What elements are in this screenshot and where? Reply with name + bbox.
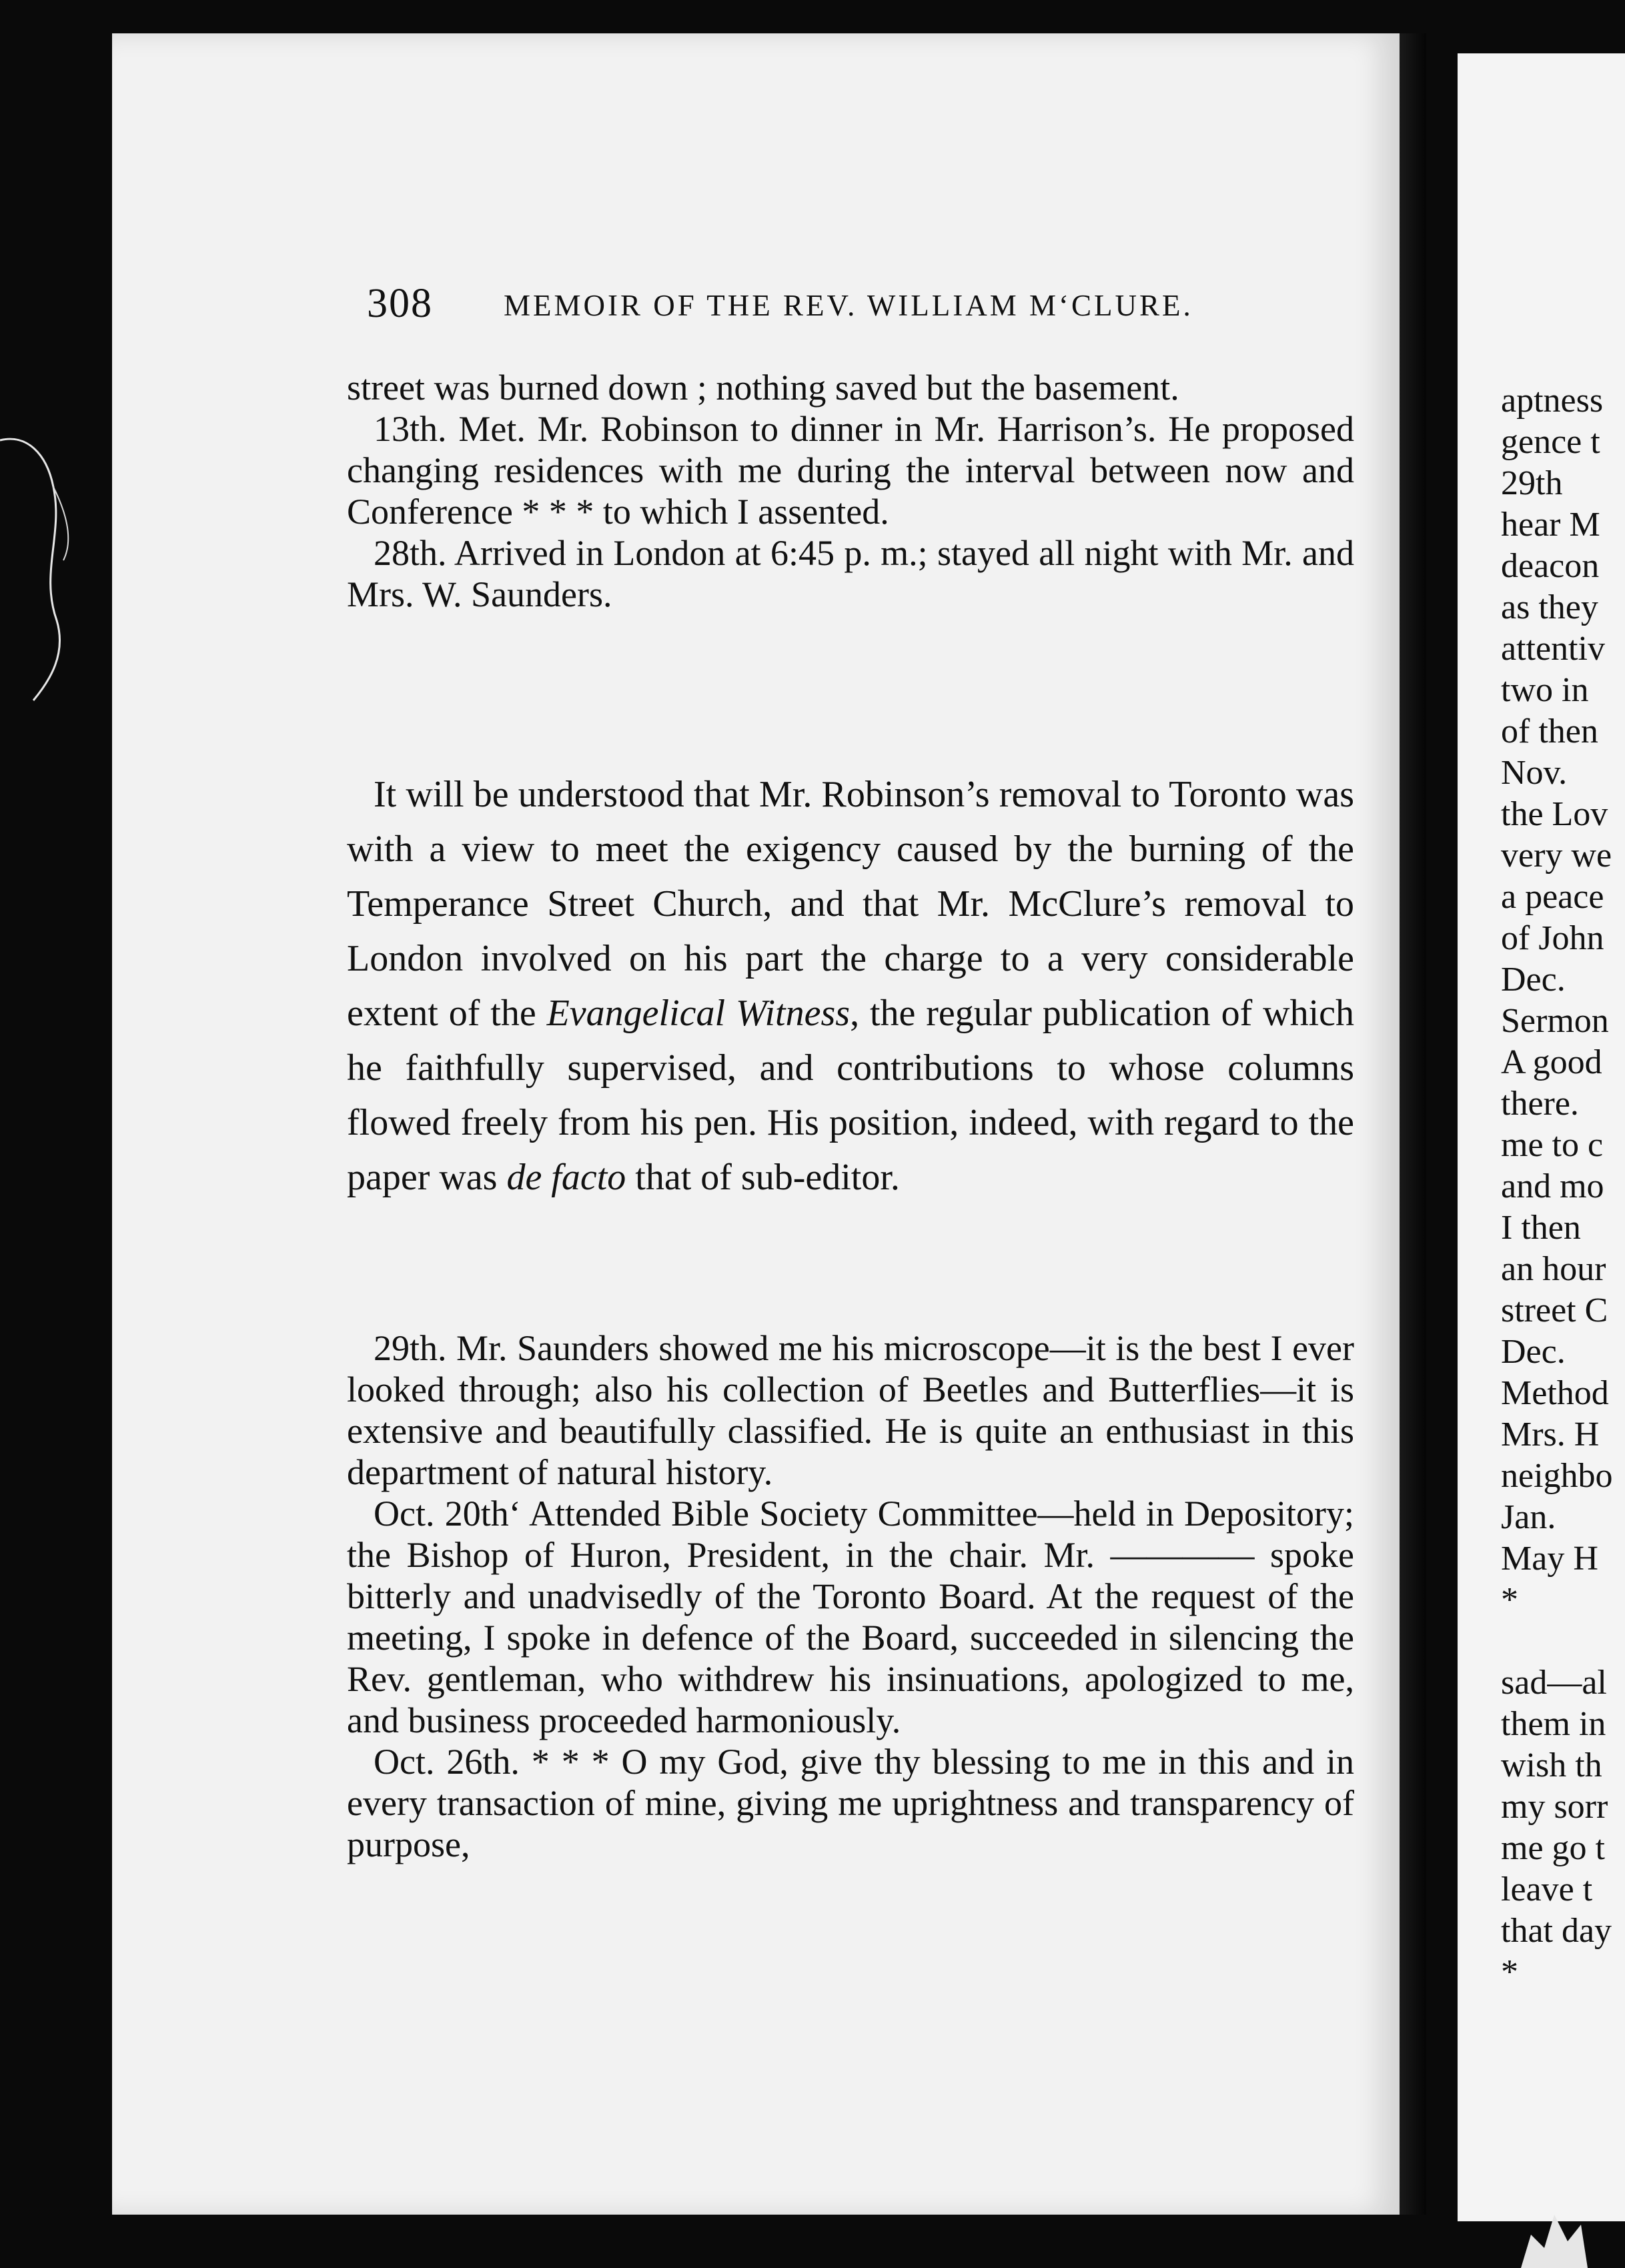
facing-line: hear M xyxy=(1501,506,1600,544)
facing-line: of then xyxy=(1501,712,1598,750)
commentary-text-middle: , the regular publication of which he faithfully supervised, and contributions to whose columns flowed freely from his pen. His position, indeed, with regard to the paper was xyxy=(347,993,1354,1198)
page-number: 308 xyxy=(367,281,433,326)
diary-paragraph: street was burned down ; nothing saved but the basement. xyxy=(347,368,1179,408)
facing-line: as they xyxy=(1501,588,1598,626)
commentary-text-start: It will be understood that Mr. Robinson’s removal to Toronto was with a view to meet the exigency caused by the burning of the Temperance Street Church, and that Mr. McClure’s removal to London involved on his part the charge to a very considerable extent of the xyxy=(347,774,1354,1034)
running-head xyxy=(240,280,1354,340)
facing-line: I then xyxy=(1501,1209,1581,1247)
facing-line: that day xyxy=(1501,1912,1612,1950)
stray-fiber-mark xyxy=(0,427,93,707)
facing-line: me go t xyxy=(1501,1829,1605,1867)
facing-line: my sorr xyxy=(1501,1788,1608,1826)
diary-section-1 xyxy=(347,367,1354,615)
diary-section-2 xyxy=(347,1327,1354,1865)
facing-line: Nov. xyxy=(1501,754,1568,792)
facing-line: and mo xyxy=(1501,1167,1604,1205)
facing-line: 29th xyxy=(1501,464,1563,502)
facing-line: Dec. xyxy=(1501,961,1566,999)
facing-line: Dec. xyxy=(1501,1333,1566,1371)
facing-page-text xyxy=(1501,380,1625,1993)
facing-line: a peace xyxy=(1501,878,1604,916)
diary-paragraph: 29th. Mr. Saunders showed me his microscope—it is the best I ever looked through; also his collection of Beetles and Butterflies—it is extensive and beautifully classified. He is quite an enthusiast in this department of natural history. xyxy=(347,1328,1354,1492)
facing-line: aptness xyxy=(1501,382,1604,420)
diary-paragraph: 13th. Met. Mr. Robinson to dinner in Mr. Harrison’s. He proposed changing residences with me during the interval between now and Conference * * * to which I assented. xyxy=(347,409,1354,532)
facing-line: very we xyxy=(1501,836,1612,875)
facing-line: Mrs. H xyxy=(1501,1415,1600,1454)
facing-line: A good xyxy=(1501,1043,1602,1081)
header-title: MEMOIR OF THE REV. WILLIAM M‘CLURE. xyxy=(504,289,1193,322)
facing-line: Method xyxy=(1501,1374,1609,1412)
diary-paragraph: Oct. 20th‘ Attended Bible Society Committee—held in Depository; the Bishop of Huron, President, in the chair. Mr. ———— spoke bitterly and unadvisedly of the Toronto Board. At the request of the meeting, I spoke in defence of the Board, succeeded in silencing the Rev. gentleman, who withdrew his insinuations, apologized to me, and business proceeded harmoniously. xyxy=(347,1494,1354,1740)
facing-line: two in xyxy=(1501,671,1589,709)
scan-debris-mark xyxy=(1508,2195,1588,2268)
italic-phrase: de facto xyxy=(506,1157,626,1198)
facing-line xyxy=(1501,1621,1625,1662)
facing-line: neighbo xyxy=(1501,1457,1613,1495)
facing-line: of John xyxy=(1501,919,1604,957)
diary-paragraph: 28th. Arrived in London at 6:45 p. m.; stayed all night with Mr. and Mrs. W. Saunders. xyxy=(347,533,1354,614)
book-gutter xyxy=(1400,33,1426,2215)
commentary-text-end: that of sub-editor. xyxy=(626,1157,900,1198)
commentary-section xyxy=(347,767,1354,1205)
facing-line: attentiv xyxy=(1501,630,1605,668)
facing-line: the Lov xyxy=(1501,795,1608,833)
facing-line: May H xyxy=(1501,1540,1598,1578)
facing-line: them in xyxy=(1501,1705,1606,1743)
facing-line: an hour xyxy=(1501,1250,1606,1288)
facing-line: leave t xyxy=(1501,1870,1593,1908)
facing-line: Sermon xyxy=(1501,1002,1609,1040)
facing-line: * xyxy=(1501,1581,1518,1619)
facing-line: gence t xyxy=(1501,423,1600,461)
italic-title: Evangelical Witness xyxy=(546,993,851,1034)
facing-line: sad—al xyxy=(1501,1664,1607,1702)
facing-line: deacon xyxy=(1501,547,1600,585)
facing-line: wish th xyxy=(1501,1746,1602,1784)
facing-line: Jan. xyxy=(1501,1498,1556,1536)
facing-line: * xyxy=(1501,1953,1518,1991)
commentary-paragraph xyxy=(347,767,1354,1205)
facing-line: me to c xyxy=(1501,1126,1604,1164)
facing-line: there. xyxy=(1501,1085,1579,1123)
facing-line: street C xyxy=(1501,1291,1608,1329)
diary-paragraph: Oct. 26th. * * * O my God, give thy blessing to me in this and in every transaction of mine, giving me uprightness and transparency of purpose, xyxy=(347,1742,1354,1864)
